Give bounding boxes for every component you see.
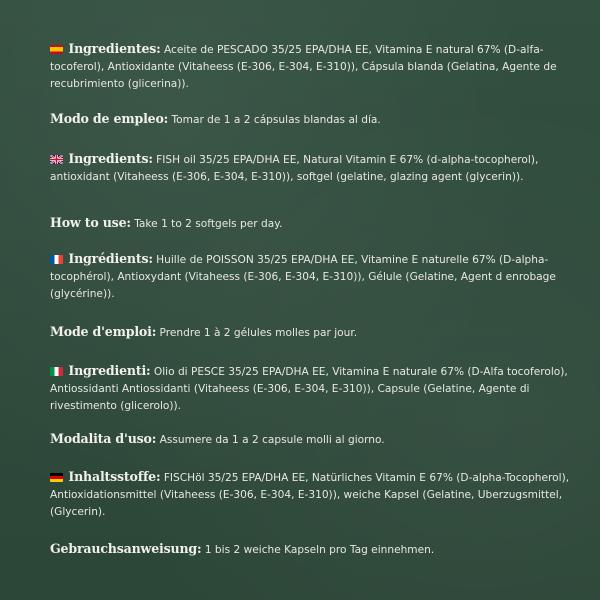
ingredients-heading-es: Ingredientes: [68, 41, 161, 56]
france-flag-icon [50, 255, 63, 264]
usage-heading-en: How to use: [50, 215, 131, 230]
usage-en [50, 214, 578, 233]
ingredients-heading-it: Ingredienti: [68, 363, 151, 378]
section-de [50, 468, 578, 521]
ingredients-text-en: FISH oil 35/25 EPA/DHA EE, Natural Vitamin E 67% (d-alpha-tocopherol), antioxidant (Vitaheess (E-306, E-304, E-310)), softgel (gelatine, glazing agent (glycerin)). [50, 154, 539, 183]
section-es [50, 40, 578, 93]
section-en [50, 150, 578, 186]
uk-flag-icon [50, 155, 63, 164]
usage-heading-fr: Mode d'emploi: [50, 324, 157, 339]
usage-text-fr: Prendre 1 à 2 gélules molles par jour. [159, 327, 358, 339]
ingredients-heading-fr: Ingrédients: [68, 251, 153, 266]
usage-heading-it: Modalita d'uso: [50, 431, 157, 446]
ingredients-en [50, 150, 578, 186]
ingredients-heading-de: Inhaltsstoffe: [68, 469, 161, 484]
usage-de [50, 540, 578, 559]
spain-flag-icon [50, 45, 63, 54]
usage-text-de: 1 bis 2 weiche Kapseln pro Tag einnehmen. [204, 544, 435, 556]
usage-it [50, 430, 578, 449]
ingredients-heading-en: Ingredients: [68, 151, 153, 166]
usage-text-es: Tomar de 1 a 2 cápsulas blandas al día. [171, 114, 381, 126]
usage-heading-es: Modo de empleo: [50, 111, 169, 126]
ingredients-text-es: Aceite de PESCADO 35/25 EPA/DHA EE, Vitamina E natural 67% (D-alfa-tocoferol), Antioxidante (Vitaheess (E-306, E-304, E-310)), Cápsula blanda (Gelatina, Agente de recubrimiento (glicerina)). [50, 44, 557, 90]
ingredients-fr [50, 250, 578, 303]
usage-es [50, 110, 578, 129]
germany-flag-icon [50, 473, 63, 482]
section-it [50, 362, 578, 415]
usage-heading-de: Gebrauchsanweisung: [50, 541, 202, 556]
ingredients-text-fr: Huille de POISSON 35/25 EPA/DHA EE, Vitamine E naturelle 67% (D-alpha-tocophérol), Antioxydant (Vitaheess (E-306, E-304, E-310)), Gélule (Gelatine, Agent d enrobage (glycérine)). [50, 254, 556, 300]
italy-flag-icon [50, 367, 63, 376]
usage-fr [50, 323, 578, 342]
ingredients-de [50, 468, 578, 521]
section-fr [50, 250, 578, 303]
ingredients-text-it: Olio di PESCE 35/25 EPA/DHA EE, Vitamina E naturale 67% (D-Alfa tocoferolo), Antiossidanti Antiossidanti (Vitaheess (E-306, E-304, E-310)), Capsule (Gelatine, Agente di rivestimento (glicerolo)). [50, 366, 568, 412]
ingredients-text-de: FISCHöl 35/25 EPA/DHA EE, Natürliches Vitamin E 67% (D-alpha-Tocopherol), Antioxidationsmittel (Vitaheess (E-306, E-304, E-310)), weiche Kapsel (Gelatine, Uberzugsmittel, (Glycerin). [50, 472, 570, 518]
usage-text-it: Assumere da 1 a 2 capsule molli al giorno. [159, 434, 385, 446]
ingredients-es [50, 40, 578, 93]
ingredients-it [50, 362, 578, 415]
usage-text-en: Take 1 to 2 softgels per day. [134, 218, 283, 230]
